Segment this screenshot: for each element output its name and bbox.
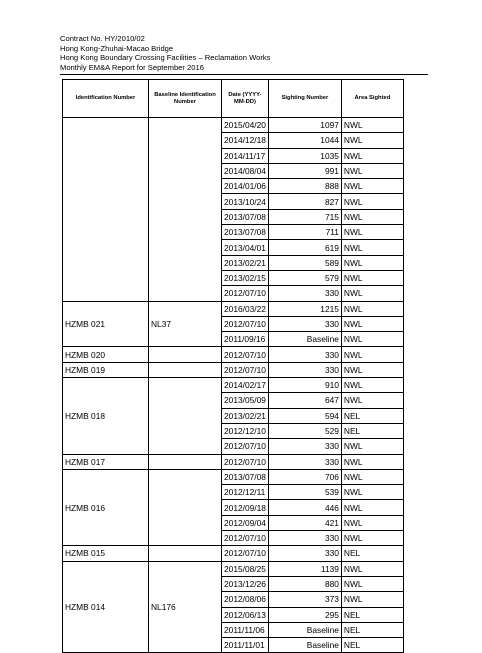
identification-number-cell: HZMB 016 (63, 469, 149, 545)
identification-number-cell: HZMB 015 (63, 546, 149, 561)
area-sighted-cell: NWL (341, 179, 403, 194)
sighting-number-cell: 711 (268, 225, 341, 240)
sighting-number-cell: 1215 (268, 301, 341, 316)
area-sighted-cell: NWL (341, 347, 403, 362)
baseline-id-cell: NL176 (149, 561, 222, 653)
sighting-number-cell: 330 (268, 316, 341, 331)
sighting-number-cell: 910 (268, 378, 341, 393)
report-title: Monthly EM&A Report for September 2016 (60, 62, 204, 72)
table-row (63, 118, 404, 133)
area-sighted-cell: NWL (341, 118, 403, 133)
date-cell: 2012/07/10 (222, 347, 269, 362)
area-sighted-cell: NWL (341, 133, 403, 148)
area-sighted-cell: NWL (341, 592, 403, 607)
area-sighted-cell: NEL (341, 408, 403, 423)
date-cell: 2015/08/25 (222, 561, 269, 576)
area-sighted-cell: NWL (341, 209, 403, 224)
area-sighted-cell: NWL (341, 270, 403, 285)
area-sighted-cell: NWL (341, 163, 403, 178)
date-cell: 2012/06/13 (222, 607, 269, 622)
sighting-number-cell: 330 (268, 362, 341, 377)
table-row (63, 561, 404, 576)
baseline-id-cell (149, 469, 222, 545)
table-row (63, 347, 404, 362)
table-body (63, 118, 404, 653)
date-cell: 2011/11/06 (222, 622, 269, 637)
sighting-number-cell: 1097 (268, 118, 341, 133)
sighting-number-cell: 715 (268, 209, 341, 224)
identification-number-cell: HZMB 017 (63, 454, 149, 469)
area-sighted-cell: NWL (341, 148, 403, 163)
table-row (63, 301, 404, 316)
date-cell: 2012/07/10 (222, 316, 269, 331)
date-cell: 2013/02/15 (222, 270, 269, 285)
area-sighted-cell: NWL (341, 531, 403, 546)
sighting-number-cell: 421 (268, 515, 341, 530)
area-sighted-cell: NWL (341, 301, 403, 316)
dolphin-sighting-table (62, 79, 404, 653)
date-cell: 2013/04/01 (222, 240, 269, 255)
baseline-id-cell (149, 378, 222, 454)
sighting-number-cell: Baseline (268, 622, 341, 637)
table-row (63, 378, 404, 393)
area-sighted-cell: NEL (341, 546, 403, 561)
date-cell: 2012/09/18 (222, 500, 269, 515)
area-sighted-cell: NWL (341, 332, 403, 347)
date-cell: 2013/07/08 (222, 469, 269, 484)
table-row (63, 362, 404, 377)
area-sighted-cell: NWL (341, 316, 403, 331)
baseline-id-cell (149, 454, 222, 469)
project-name: Hong Kong-Zhuhai-Macao Bridge (60, 43, 174, 53)
sighting-number-cell: 647 (268, 393, 341, 408)
date-cell: 2012/07/10 (222, 531, 269, 546)
identification-number-cell: HZMB 019 (63, 362, 149, 377)
table-row (63, 469, 404, 484)
area-sighted-cell: NWL (341, 255, 403, 270)
sighting-number-cell: Baseline (268, 638, 341, 653)
sighting-number-cell: 827 (268, 194, 341, 209)
col-header-identification-number: Identification Number (63, 80, 149, 118)
date-cell: 2012/07/10 (222, 439, 269, 454)
date-cell: 2014/12/18 (222, 133, 269, 148)
area-sighted-cell: NEL (341, 423, 403, 438)
area-sighted-cell: NEL (341, 638, 403, 653)
table-row (63, 546, 404, 561)
date-cell: 2012/07/10 (222, 546, 269, 561)
date-cell: 2014/11/17 (222, 148, 269, 163)
date-cell: 2013/02/21 (222, 408, 269, 423)
date-cell: 2016/03/22 (222, 301, 269, 316)
sighting-number-cell: 1139 (268, 561, 341, 576)
date-cell: 2012/09/04 (222, 515, 269, 530)
area-sighted-cell: NWL (341, 225, 403, 240)
date-cell: 2013/02/21 (222, 255, 269, 270)
area-sighted-cell: NEL (341, 607, 403, 622)
sighting-number-cell: 330 (268, 347, 341, 362)
sighting-number-cell: 880 (268, 576, 341, 591)
area-sighted-cell: NWL (341, 454, 403, 469)
area-sighted-cell: NWL (341, 378, 403, 393)
identification-number-cell: HZMB 018 (63, 378, 149, 454)
date-cell: 2012/07/10 (222, 454, 269, 469)
date-cell: 2013/12/26 (222, 576, 269, 591)
sighting-number-cell: 706 (268, 469, 341, 484)
sighting-number-cell: 991 (268, 163, 341, 178)
area-sighted-cell: NWL (341, 240, 403, 255)
area-sighted-cell: NWL (341, 485, 403, 500)
sighting-number-cell: 330 (268, 454, 341, 469)
works-name: Hong Kong Boundary Crossing Facilities – Reclamation Works (60, 53, 271, 63)
report-header (60, 34, 270, 72)
date-cell: 2012/08/06 (222, 592, 269, 607)
area-sighted-cell: NWL (341, 362, 403, 377)
baseline-id-cell (149, 118, 222, 302)
header-divider (60, 74, 428, 75)
sighting-number-cell: Baseline (268, 332, 341, 347)
area-sighted-cell: NWL (341, 500, 403, 515)
date-cell: 2014/08/04 (222, 163, 269, 178)
date-cell: 2012/07/10 (222, 286, 269, 301)
sighting-number-cell: 1044 (268, 133, 341, 148)
table-row (63, 454, 404, 469)
baseline-id-cell (149, 546, 222, 561)
date-cell: 2011/11/01 (222, 638, 269, 653)
sighting-number-cell: 373 (268, 592, 341, 607)
col-header-area-sighted: Area Sighted (341, 80, 403, 118)
date-cell: 2014/01/06 (222, 179, 269, 194)
area-sighted-cell: NWL (341, 576, 403, 591)
contract-number: Contract No. HY/2010/02 (60, 34, 145, 43)
sighting-number-cell: 594 (268, 408, 341, 423)
sighting-number-cell: 529 (268, 423, 341, 438)
date-cell: 2013/05/09 (222, 393, 269, 408)
sighting-number-cell: 330 (268, 531, 341, 546)
area-sighted-cell: NWL (341, 194, 403, 209)
sighting-number-cell: 539 (268, 485, 341, 500)
sighting-number-cell: 330 (268, 286, 341, 301)
area-sighted-cell: NWL (341, 286, 403, 301)
identification-number-cell: HZMB 021 (63, 301, 149, 347)
sighting-number-cell: 330 (268, 546, 341, 561)
date-cell: 2013/10/24 (222, 194, 269, 209)
area-sighted-cell: NEL (341, 622, 403, 637)
baseline-id-cell (149, 362, 222, 377)
date-cell: 2013/07/08 (222, 209, 269, 224)
date-cell: 2012/07/10 (222, 362, 269, 377)
sighting-number-cell: 1035 (268, 148, 341, 163)
date-cell: 2015/04/20 (222, 118, 269, 133)
identification-number-cell: HZMB 014 (63, 561, 149, 653)
date-cell: 2012/12/11 (222, 485, 269, 500)
area-sighted-cell: NWL (341, 515, 403, 530)
sighting-number-cell: 589 (268, 255, 341, 270)
sighting-number-cell: 619 (268, 240, 341, 255)
area-sighted-cell: NWL (341, 393, 403, 408)
col-header-baseline-id: Baseline Identification Number (149, 80, 222, 118)
baseline-id-cell: NL37 (149, 301, 222, 347)
sighting-number-cell: 330 (268, 439, 341, 454)
baseline-id-cell (149, 347, 222, 362)
date-cell: 2011/09/16 (222, 332, 269, 347)
area-sighted-cell: NWL (341, 439, 403, 454)
date-cell: 2013/07/08 (222, 225, 269, 240)
date-cell: 2014/02/17 (222, 378, 269, 393)
sighting-number-cell: 579 (268, 270, 341, 285)
sighting-number-cell: 888 (268, 179, 341, 194)
table-header-row (63, 80, 404, 118)
area-sighted-cell: NWL (341, 561, 403, 576)
date-cell: 2012/12/10 (222, 423, 269, 438)
col-header-sighting-number: Sighting Number (268, 80, 341, 118)
area-sighted-cell: NWL (341, 469, 403, 484)
sighting-number-cell: 295 (268, 607, 341, 622)
col-header-date: Date (YYYY-MM-DD) (222, 80, 269, 118)
sighting-number-cell: 446 (268, 500, 341, 515)
identification-number-cell (63, 118, 149, 302)
identification-number-cell: HZMB 020 (63, 347, 149, 362)
